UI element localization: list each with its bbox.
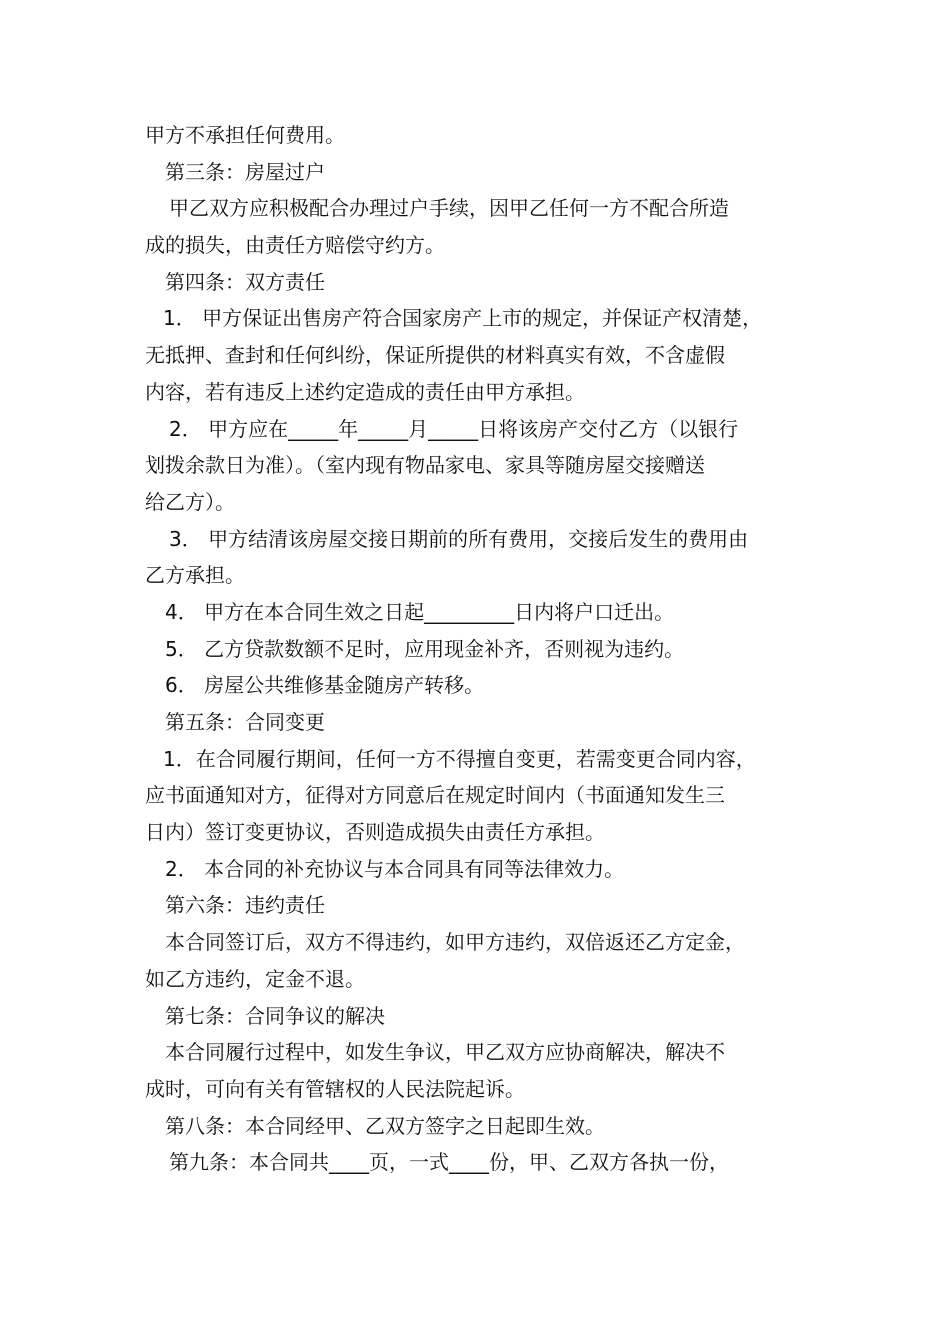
text-line: 日内）签订变更协议，否则造成损失由责任方承担。: [145, 820, 605, 845]
text-line: 成的损失，由责任方赔偿守约方。: [145, 233, 445, 258]
article-heading: 第七条：合同争议的解决: [165, 1003, 385, 1028]
article-heading: 第八条：本合同经甲、乙双方签字之日起即生效。: [165, 1113, 605, 1138]
text-line: 本合同签订后，双方不得违约，如甲方违约，双倍返还乙方定金，: [165, 930, 745, 955]
article-heading: 第九条：本合同共____页，一式____份，甲、乙双方各执一份，: [169, 1150, 729, 1175]
text-line: 成时，可向有关有管辖权的人民法院起诉。: [145, 1076, 525, 1101]
list-item: 6． 房屋公共维修基金随房产转移。: [165, 673, 485, 698]
contract-body: [145, 117, 825, 1181]
text-line: 如乙方违约，定金不退。: [145, 966, 365, 991]
list-item: 4． 甲方在本合同生效之日起_________日内将户口迁出。: [165, 599, 675, 624]
text-line: 乙方承担。: [145, 563, 245, 588]
text-line: 甲方不承担任何费用。: [145, 123, 345, 147]
text-line: 本合同履行过程中，如发生争议，甲乙双方应协商解决，解决不: [165, 1040, 725, 1065]
list-item: 2． 甲方应在_____年_____月_____日将该房产交付乙方（以银行: [169, 416, 739, 441]
list-item: 1． 甲方保证出售房产符合国家房产上市的规定，并保证产权清楚，: [163, 306, 763, 331]
text-line: 划拨余款日为准）。（室内现有物品家电、家具等随房屋交接赠送: [145, 453, 705, 478]
article-heading: 第五条：合同变更: [165, 710, 325, 734]
list-item: 3． 甲方结清该房屋交接日期前的所有费用，交接后发生的费用由: [169, 526, 749, 551]
list-item: 5． 乙方贷款数额不足时，应用现金补齐，否则视为违约。: [165, 636, 685, 661]
article-heading: 第四条：双方责任: [165, 269, 325, 294]
text-line: 内容，若有违反上述约定造成的责任由甲方承担。: [145, 379, 585, 404]
text-line: 应书面通知对方，征得对方同意后在规定时间内（书面通知发生三: [145, 783, 725, 808]
list-item: 1．在合同履行期间，任何一方不得擅自变更，若需变更合同内容，: [163, 746, 756, 771]
text-line: 无抵押、查封和任何纠纷，保证所提供的材料真实有效，不含虚假: [145, 343, 725, 368]
article-heading: 第三条：房屋过户: [165, 159, 325, 184]
text-line: 给乙方）。: [145, 489, 235, 514]
text-line: 甲乙双方应积极配合办理过户手续，因甲乙任何一方不配合所造: [169, 196, 729, 221]
list-item: 2． 本合同的补充协议与本合同具有同等法律效力。: [165, 856, 625, 881]
article-heading: 第六条：违约责任: [165, 893, 325, 918]
